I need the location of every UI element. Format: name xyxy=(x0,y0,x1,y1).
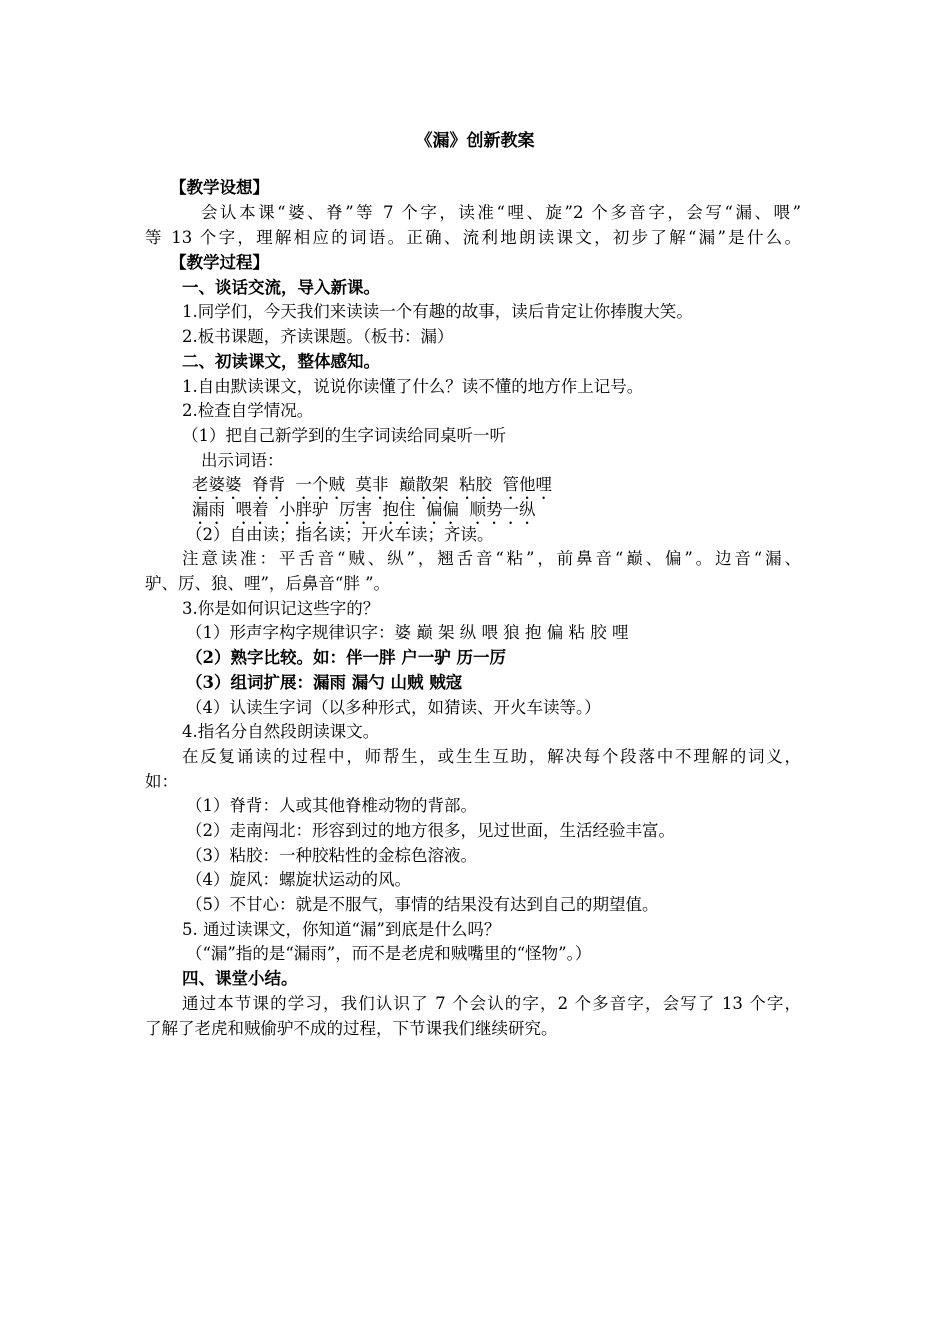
heading-process: 【教学过程】 xyxy=(170,253,269,272)
definition-item: （5）不甘心：就是不服气，事情的结果没有达到自己的期望值。 xyxy=(186,895,659,914)
section-2-item-4-para-line2: 如： xyxy=(145,772,178,791)
section-2-item-1: 1.自由默读课文，说说你读懂了什么？读不懂的地方作上记号。 xyxy=(182,377,644,396)
summary-line2: 了解了老虎和贼偷驴不成的过程，下节课我们继续研究。 xyxy=(145,1019,558,1038)
show-words-label: 出示词语： xyxy=(201,451,284,470)
design-paragraph-line2: 等 13 个字，理解相应的词语。正确、流利地朗读课文，初步了解“漏”是什么。 xyxy=(145,228,801,247)
word-item: 管他哩 xyxy=(502,475,552,494)
section-2-item-3c: （3）组词扩展：漏雨 漏勺 山贼 贼寇 xyxy=(186,673,463,692)
word-item: 老婆婆 xyxy=(192,475,242,494)
section-2-item-2: 2.检查自学情况。 xyxy=(182,401,314,420)
section-1-item-1: 1.同学们，今天我们来读读一个有趣的故事，读后肯定让你捧腹大笑。 xyxy=(182,302,693,321)
word-item: 抱住 xyxy=(382,500,416,519)
word-item: 莫非 xyxy=(355,475,389,494)
summary-line1: 通过本节课的学习，我们认识了 7 个会认的字，2 个多音字，会写了 13 个字， xyxy=(182,994,801,1013)
definition-item: （4）旋风：螺旋状运动的风。 xyxy=(186,870,411,889)
section-2-heading: 二、初读课文，整体感知。 xyxy=(182,352,380,371)
section-2-item-4-para-line1: 在反复诵读的过程中，师帮生，或生生互助，解决每个段落中不理解的词义， xyxy=(182,747,801,766)
section-2-item-5: 5. 通过读课文，你知道“漏”到底是什么吗？ xyxy=(182,920,501,939)
section-4-heading: 四、课堂小结。 xyxy=(182,969,298,988)
section-2-item-3: 3.你是如何识记这些字的？ xyxy=(182,599,380,618)
design-paragraph-line1: 会认本课“婆、脊”等 7 个字，读准“哩、旋”2 个多音字，会写“漏、喂” xyxy=(201,203,801,222)
section-1-heading: 一、谈话交流，导入新课。 xyxy=(182,278,380,297)
section-2-item-5a: （“漏”指的是“漏雨”，而不是老虎和贼嘴里的“怪物”。） xyxy=(186,944,592,963)
section-2-item-4: 4.指名分自然段朗读课文。 xyxy=(182,722,380,741)
definition-item: （1）脊背：人或其他脊椎动物的背部。 xyxy=(186,796,477,815)
word-item: 喂着 xyxy=(235,500,269,519)
section-2-item-3d: （4）认读生字词（以多种形式，如猜读、开火车读等。） xyxy=(186,698,601,717)
word-item: 顺势一纵 xyxy=(469,500,536,519)
word-item: 厉害 xyxy=(339,500,372,519)
word-item: 漏雨 xyxy=(192,500,225,519)
word-item: 脊背 xyxy=(252,475,285,494)
section-2-item-2b: （2）自由读；指名读；开火车读；齐读。 xyxy=(186,525,494,544)
definition-item: （2）走南闯北：形容到过的地方很多，见过世面，生活经验丰富。 xyxy=(186,821,675,840)
pronunciation-note-line1: 注意读准：平舌音“贼、纵”，翘舌音“粘”，前鼻音“巅、偏”。边音“漏、 xyxy=(182,549,801,568)
word-item: 巅散架 xyxy=(399,475,449,494)
document-title: 《漏》创新教案 xyxy=(415,131,535,151)
heading-design: 【教学设想】 xyxy=(170,178,269,197)
section-2-item-2a: （1）把自己新学到的生字词读给同桌听一听 xyxy=(182,426,506,445)
definition-item: （3）粘胶：一种胶粘性的金棕色溶液。 xyxy=(186,846,477,865)
word-item: 粘胶 xyxy=(459,475,492,494)
section-1-item-2: 2.板书课题，齐读课题。（板书：漏） xyxy=(182,327,454,346)
word-item: 偏偏 xyxy=(426,500,459,519)
word-item: 小胖驴 xyxy=(279,500,329,519)
word-item: 一个贼 xyxy=(295,475,345,494)
section-2-item-3a: （1）形声字构字规律识字：婆 巅 架 纵 喂 狼 抱 偏 粘 胶 哩 xyxy=(186,623,629,642)
pronunciation-note-line2: 驴、厉、狼、哩”，后鼻音“胖 ”。 xyxy=(145,574,391,593)
section-2-item-3b: （2）熟字比较。如：伴一胖 户一驴 历一厉 xyxy=(186,648,506,667)
